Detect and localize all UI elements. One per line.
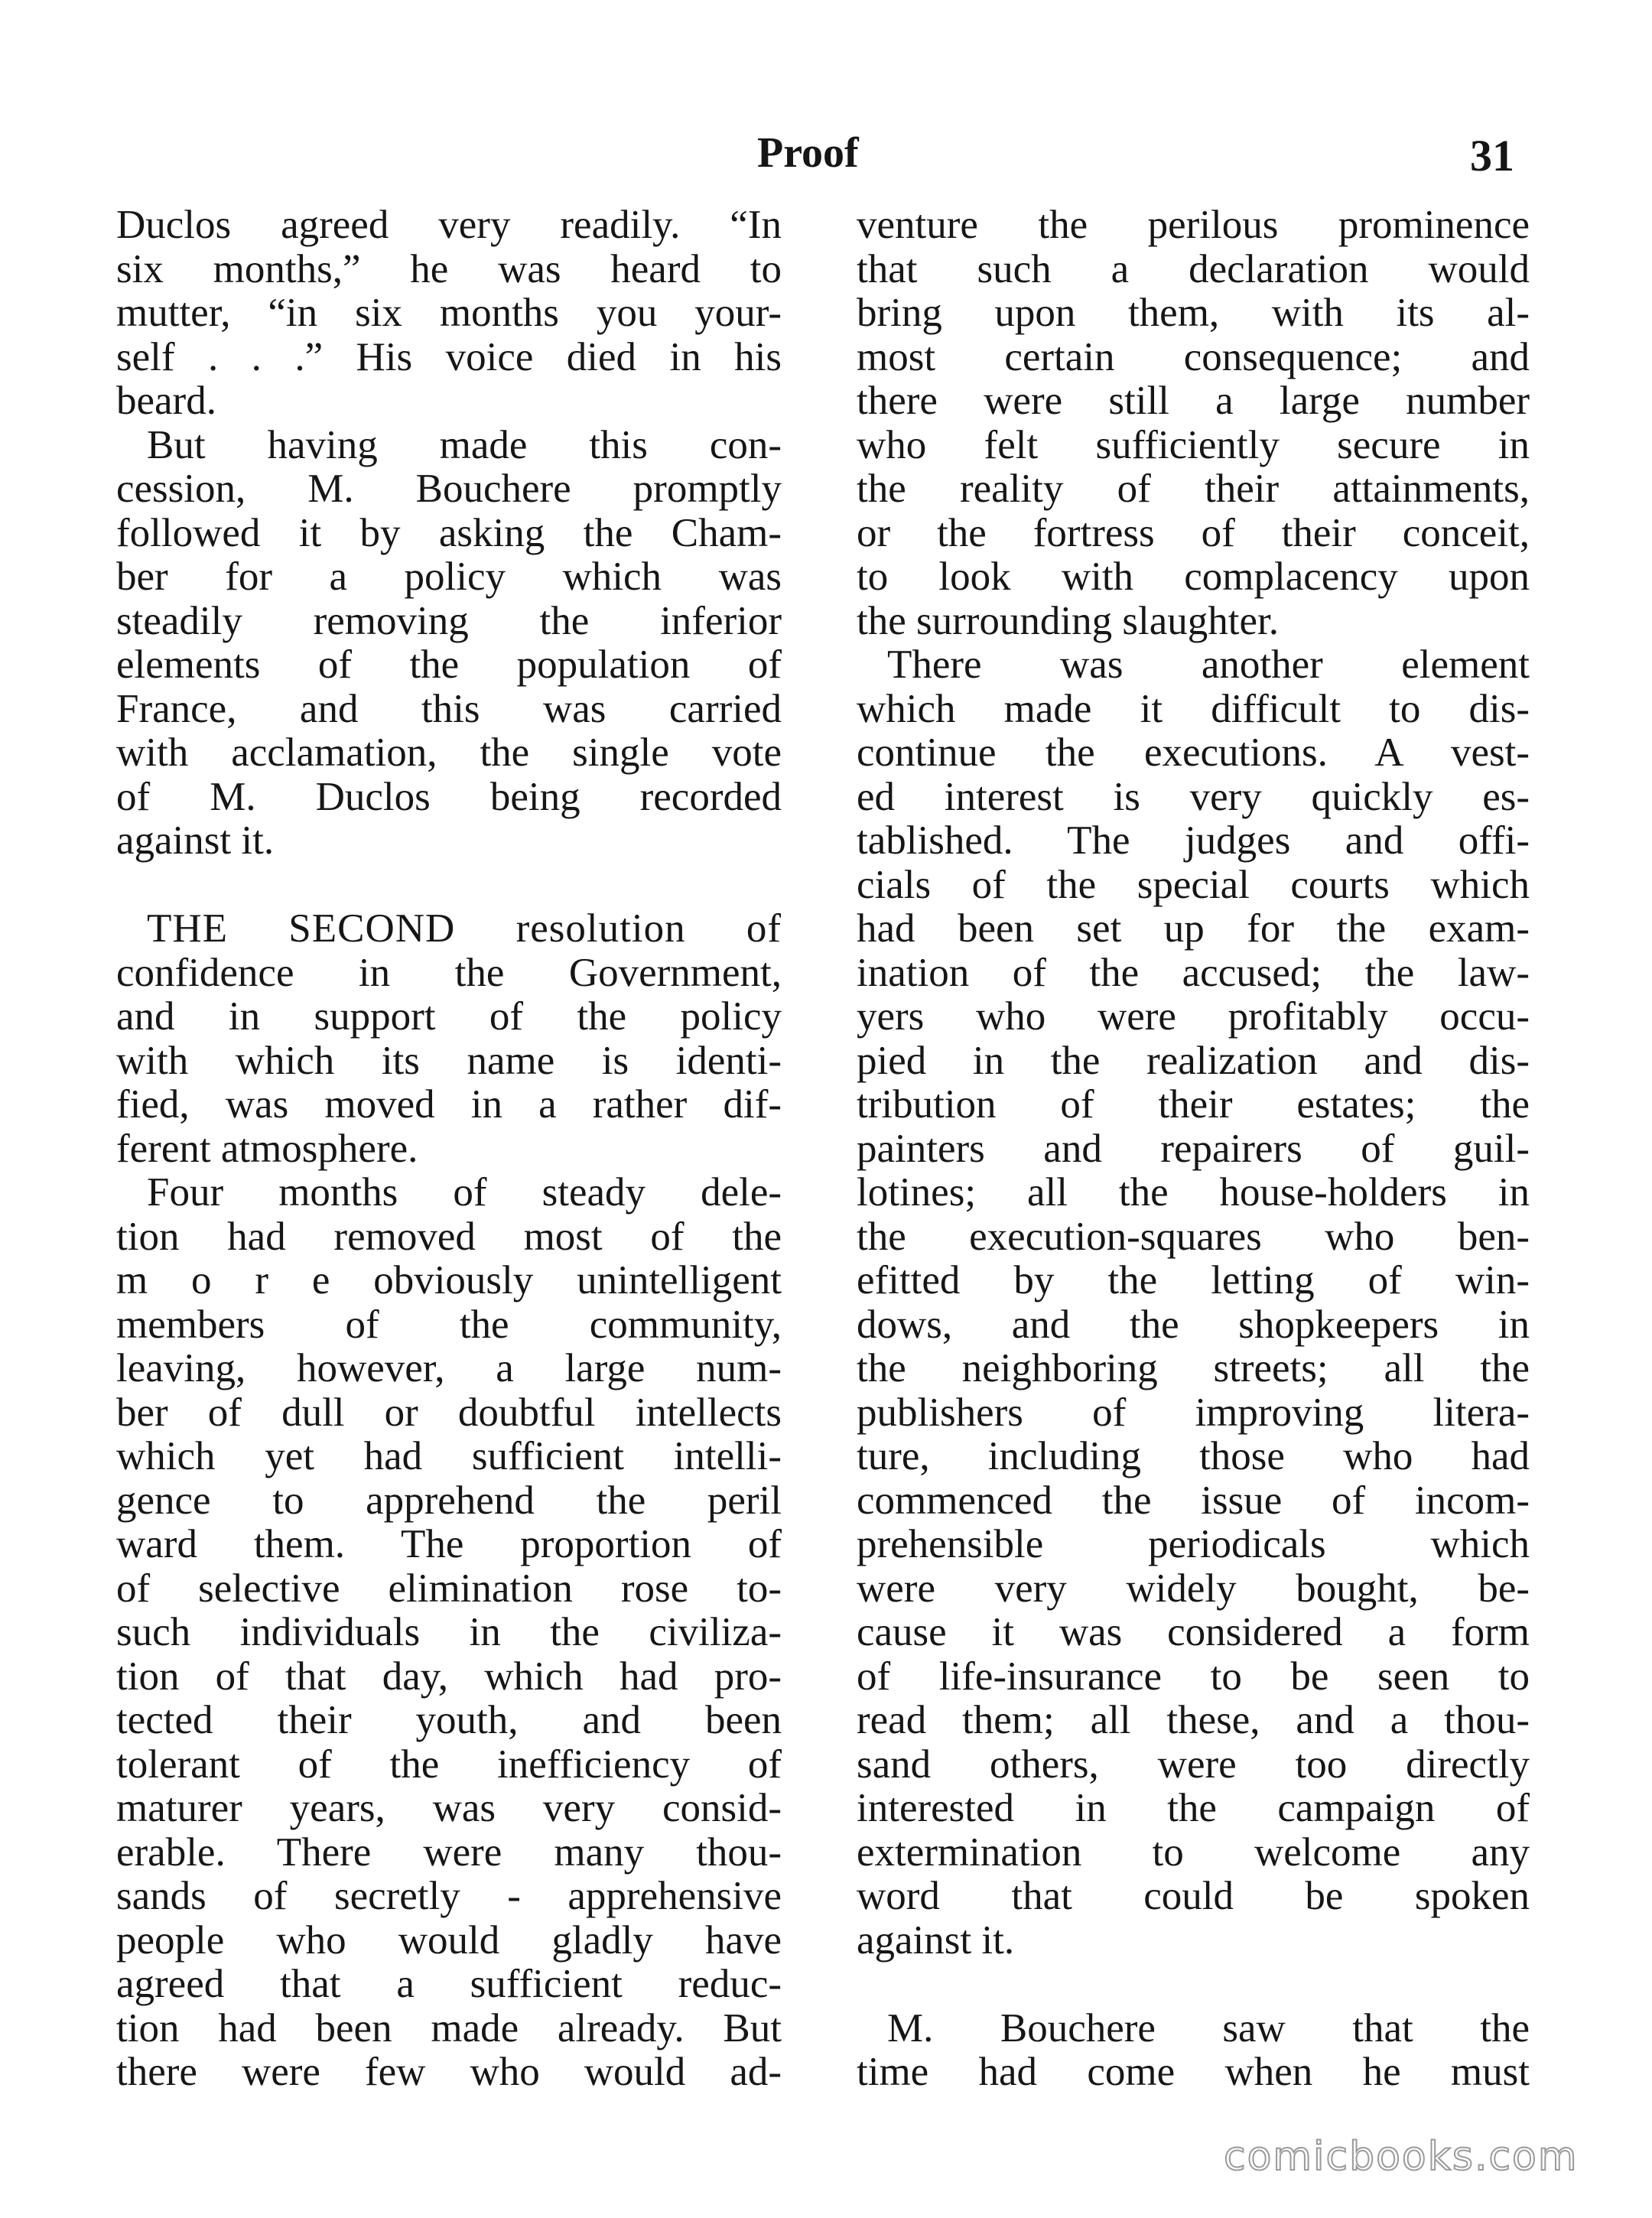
text-line: tolerant of the inefficiency of	[116, 1742, 782, 1787]
text-line: that such a declaration would	[857, 246, 1530, 291]
text-line: fied, was moved in a rather dif-	[116, 1082, 782, 1127]
text-line: yers who were profitably occu-	[857, 994, 1530, 1039]
text-line: cause it was considered a form	[857, 1610, 1530, 1654]
left-text-column	[116, 203, 782, 2095]
text-line: self . . .” His voice died in his	[116, 334, 782, 379]
text-line: of life-insurance to be seen to	[857, 1654, 1530, 1699]
text-line: ber of dull or doubtful intellects	[116, 1390, 782, 1435]
text-line: bring upon them, with its al-	[857, 291, 1530, 335]
text-line: efitted by the letting of win-	[857, 1258, 1530, 1303]
text-line: tablished. The judges and offi-	[857, 818, 1530, 863]
text-line: time had come when he must	[857, 2050, 1530, 2094]
text-line: ferent atmosphere.	[116, 1126, 418, 1171]
text-line: continue the executions. A vest-	[857, 730, 1530, 775]
text-line: against it.	[116, 818, 275, 863]
text-line: the neighboring streets; all the	[857, 1346, 1530, 1390]
text-line: cials of the special courts which	[857, 862, 1530, 907]
text-line: followed it by asking the Cham-	[116, 510, 782, 555]
text-line: leaving, however, a large num-	[116, 1346, 782, 1390]
text-line: confidence in the Government,	[116, 950, 782, 995]
page-number: 31	[1470, 131, 1514, 180]
text-line: France, and this was carried	[116, 686, 782, 731]
text-line: erable. There were many thou-	[116, 1829, 782, 1875]
text-line: which made it difficult to dis-	[857, 686, 1530, 731]
text-line: six months,” he was heard to	[116, 246, 782, 291]
text-line: cession, M. Bouchere promptly	[116, 467, 782, 511]
text-line: the surrounding slaughter.	[857, 598, 1279, 643]
text-line: beard.	[116, 379, 216, 423]
text-line: commenced the issue of incom-	[857, 1478, 1530, 1523]
text-line: Duclos agreed very readily. “In	[116, 203, 782, 247]
text-line: there were few who would ad-	[116, 2050, 782, 2094]
text-line: people who would gladly have	[116, 1917, 782, 1963]
text-line: steadily removing the inferior	[116, 598, 782, 643]
text-line: read them; all these, and a thou-	[857, 1698, 1530, 1742]
text-line: maturer years, was very consid-	[116, 1786, 782, 1830]
watermark: comicbooks.com	[1224, 2134, 1579, 2180]
text-line: venture the perilous prominence	[857, 203, 1530, 247]
text-line: m o r e obviously unintelligent	[116, 1258, 782, 1303]
section-break	[857, 1963, 1530, 2007]
section-break	[116, 863, 782, 908]
text-line: tribution of their estates; the	[857, 1082, 1530, 1127]
text-line: of selective elimination rose to-	[116, 1566, 782, 1611]
text-line: who felt sufficiently secure in	[857, 422, 1530, 467]
text-line: were very widely bought, be-	[857, 1566, 1530, 1611]
text-line: the reality of their attainments,	[857, 467, 1530, 511]
text-line: gence to apprehend the peril	[116, 1478, 782, 1523]
text-line: THE SECOND resolution of	[147, 906, 782, 951]
text-line: interested in the campaign of	[857, 1786, 1530, 1830]
text-line: with acclamation, the single vote	[116, 730, 782, 775]
text-line: tion had been made already. But	[116, 2005, 782, 2051]
text-line: the execution-squares who ben-	[857, 1214, 1530, 1259]
text-line: elements of the population of	[116, 642, 782, 687]
text-line: such individuals in the civiliza-	[116, 1610, 782, 1654]
text-line: ward them. The proportion of	[116, 1522, 782, 1566]
text-line: prehensible periodicals which	[857, 1522, 1530, 1566]
text-line: had been set up for the exam-	[857, 906, 1530, 951]
text-line: there were still a large number	[857, 379, 1530, 423]
text-line: dows, and the shopkeepers in	[857, 1302, 1530, 1347]
running-title: Proof	[757, 129, 859, 177]
text-line: Four months of steady dele-	[147, 1170, 782, 1215]
right-text-column	[857, 203, 1530, 2095]
text-line: sands of secretly - apprehensive	[116, 1874, 782, 1918]
text-line: tion had removed most of the	[116, 1214, 782, 1259]
text-line: or the fortress of their conceit,	[857, 510, 1530, 555]
text-line: painters and repairers of guil-	[857, 1126, 1530, 1171]
text-line: M. Bouchere saw that the	[887, 2005, 1530, 2051]
text-line: ed interest is very quickly es-	[857, 774, 1530, 819]
text-line: to look with complacency upon	[857, 554, 1530, 599]
text-line: extermination to welcome any	[857, 1829, 1530, 1875]
text-line: pied in the realization and dis-	[857, 1038, 1530, 1083]
text-line: members of the community,	[116, 1302, 782, 1347]
text-line: and in support of the policy	[116, 994, 782, 1039]
text-line: publishers of improving litera-	[857, 1390, 1530, 1435]
text-line: ination of the accused; the law-	[857, 950, 1530, 995]
text-line: ture, including those who had	[857, 1434, 1530, 1478]
text-line: sand others, were too directly	[857, 1742, 1530, 1787]
text-line: tion of that day, which had pro-	[116, 1654, 782, 1699]
text-line: of M. Duclos being recorded	[116, 774, 782, 819]
text-line: mutter, “in six months you your-	[116, 291, 782, 335]
text-line: ber for a policy which was	[116, 554, 782, 599]
text-line: which yet had sufficient intelli-	[116, 1434, 782, 1478]
text-line: most certain consequence; and	[857, 334, 1530, 379]
text-line: But having made this con-	[147, 422, 782, 467]
text-line: word that could be spoken	[857, 1874, 1530, 1918]
text-line: lotines; all the house-holders in	[857, 1170, 1530, 1215]
text-line: against it.	[857, 1917, 1015, 1963]
text-line: agreed that a sufficient reduc-	[116, 1962, 782, 2006]
text-line: tected their youth, and been	[116, 1698, 782, 1742]
text-line: with which its name is identi-	[116, 1038, 782, 1083]
text-line: There was another element	[887, 642, 1530, 687]
